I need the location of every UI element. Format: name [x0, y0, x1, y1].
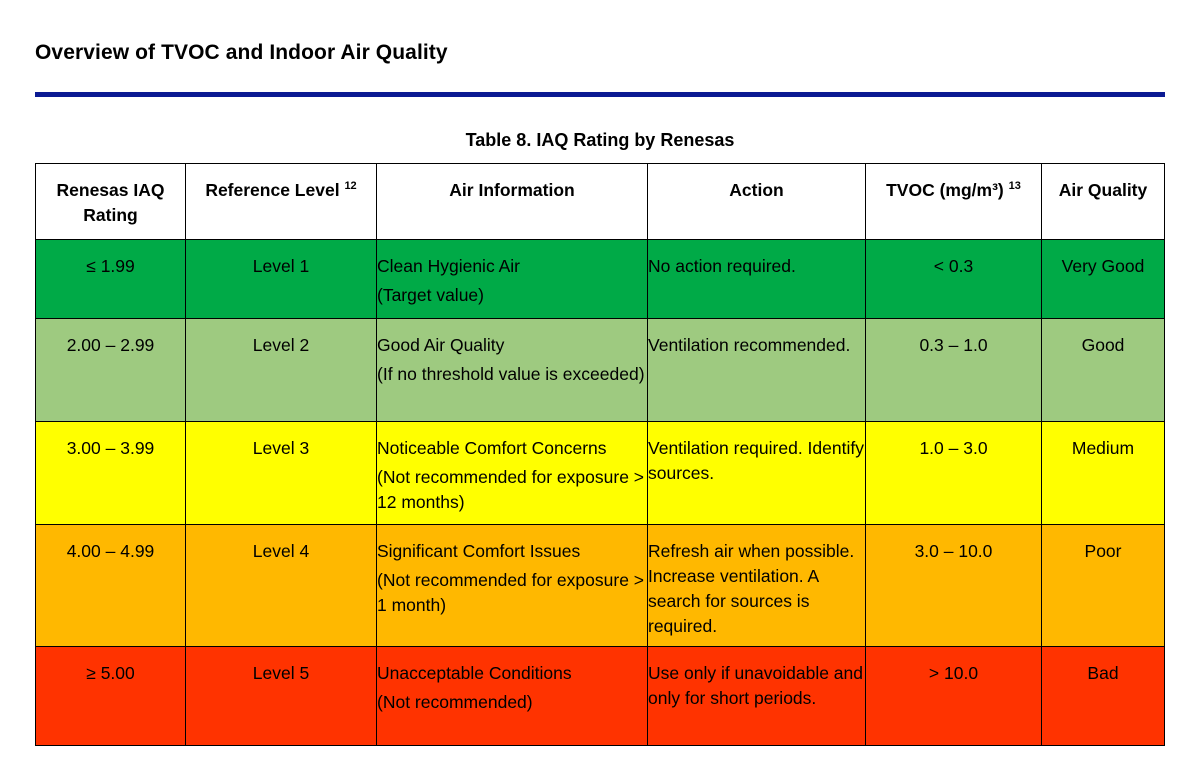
header-tvoc — [866, 164, 1042, 240]
header-reference-text: Reference Level — [205, 180, 340, 200]
air-info-main: Significant Comfort Issues — [377, 541, 581, 561]
air-info-main: Unacceptable Conditions — [377, 663, 572, 683]
air-info-note: (If no threshold value is exceeded) — [377, 364, 645, 384]
air-info-main: Clean Hygienic Air — [377, 256, 520, 276]
cell-action: Refresh air when possible. Increase ventilation. A search for sources is required. — [648, 525, 866, 647]
cell-air-quality: Poor — [1042, 525, 1165, 647]
cell-tvoc: > 10.0 — [866, 647, 1042, 746]
cell-air-quality: Bad — [1042, 647, 1165, 746]
page-title: Overview of TVOC and Indoor Air Quality — [35, 41, 448, 64]
header-air-information: Air Information — [377, 164, 648, 240]
cell-rating: ≤ 1.99 — [36, 240, 186, 319]
header-rating-line2: Rating — [83, 205, 138, 225]
cell-action: Use only if unavoidable and only for short periods. — [648, 647, 866, 746]
cell-tvoc: 0.3 – 1.0 — [866, 319, 1042, 422]
cell-reference-level: Level 4 — [186, 525, 377, 647]
cell-air-information — [377, 525, 648, 647]
title-divider — [35, 92, 1165, 97]
cell-reference-level: Level 3 — [186, 422, 377, 525]
cell-action: No action required. — [648, 240, 866, 319]
footnote-12: 12 — [344, 180, 357, 193]
header-air-quality: Air Quality — [1042, 164, 1165, 240]
cell-reference-level: Level 2 — [186, 319, 377, 422]
cell-tvoc: < 0.3 — [866, 240, 1042, 319]
cell-reference-level: Level 5 — [186, 647, 377, 746]
table-caption: Table 8. IAQ Rating by Renesas — [465, 130, 735, 150]
cell-air-quality: Very Good — [1042, 240, 1165, 319]
cell-air-information — [377, 422, 648, 525]
cell-air-information — [377, 319, 648, 422]
air-info-note: (Not recommended) — [377, 692, 533, 712]
cell-rating: ≥ 5.00 — [36, 647, 186, 746]
air-info-main: Noticeable Comfort Concerns — [377, 438, 607, 458]
header-rating — [36, 164, 186, 240]
table-row — [36, 647, 1165, 746]
header-reference-level — [186, 164, 377, 240]
cell-air-quality: Good — [1042, 319, 1165, 422]
cell-tvoc: 1.0 – 3.0 — [866, 422, 1042, 525]
header-action: Action — [648, 164, 866, 240]
iaq-rating-table — [35, 163, 1165, 746]
cell-action: Ventilation required. Identify sources. — [648, 422, 866, 525]
air-info-note: (Target value) — [377, 285, 484, 305]
table-row — [36, 240, 1165, 319]
footnote-13: 13 — [1008, 180, 1021, 193]
table-row — [36, 422, 1165, 525]
table-row — [36, 525, 1165, 647]
air-info-main: Good Air Quality — [377, 335, 505, 355]
cell-reference-level: Level 1 — [186, 240, 377, 319]
cell-action: Ventilation recommended. — [648, 319, 866, 422]
cell-rating: 2.00 – 2.99 — [36, 319, 186, 422]
cell-air-information — [377, 647, 648, 746]
header-rating-line1: Renesas IAQ — [56, 180, 165, 200]
cell-rating: 4.00 – 4.99 — [36, 525, 186, 647]
cell-tvoc: 3.0 – 10.0 — [866, 525, 1042, 647]
cell-air-information — [377, 240, 648, 319]
table-row — [36, 319, 1165, 422]
header-tvoc-text: TVOC (mg/m³) — [886, 180, 1004, 200]
cell-rating: 3.00 – 3.99 — [36, 422, 186, 525]
cell-air-quality: Medium — [1042, 422, 1165, 525]
air-info-note: (Not recommended for exposure > 12 months) — [377, 467, 645, 512]
air-info-note: (Not recommended for exposure > 1 month) — [377, 570, 645, 615]
table-header-row — [36, 164, 1165, 240]
